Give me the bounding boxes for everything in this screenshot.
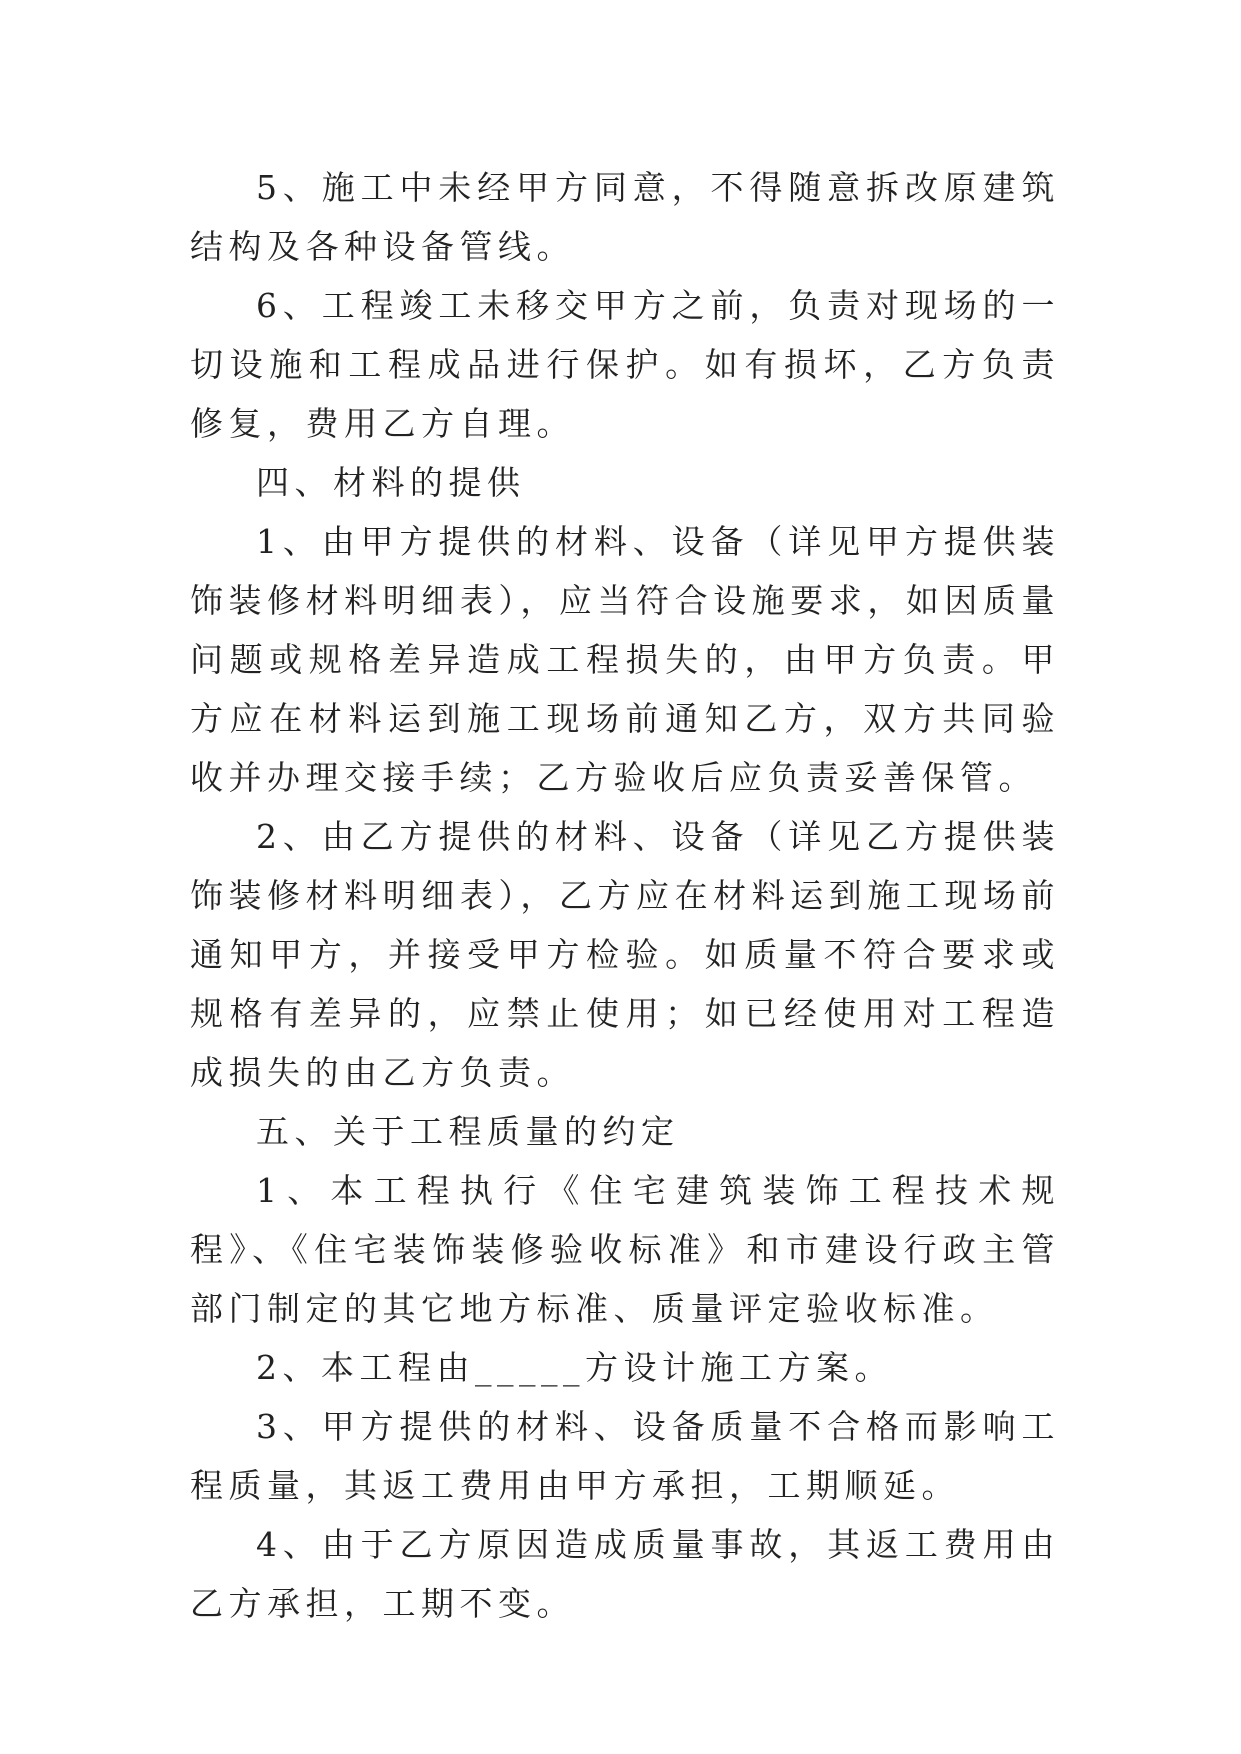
clause-2-party-b-materials: 2、由乙方提供的材料、设备（详见乙方提供装饰装修材料明细表），乙方应在材料运到施工现场前通知甲方，并接受甲方检验。如质量不符合要求或规格有差异的，应禁止使用；如已经使用对工程造成损失的由乙方负责。 [190, 817, 1060, 1092]
clause-4-party-b-accidents: 4、由于乙方原因造成质量事故，其返工费用由乙方承担，工期不变。 [190, 1525, 1060, 1623]
clause-5-structure-changes: 5、施工中未经甲方同意，不得随意拆改原建筑结构及各种设备管线。 [190, 168, 1060, 266]
section-heading-materials: 四、材料的提供 [256, 463, 526, 502]
clause-2-design-plan: 2、本工程由_____方设计施工方案。 [256, 1348, 893, 1387]
clause-1-standards: 1、本工程执行《住宅建筑装饰工程技术规程》、《住宅装饰装修验收标准》和市建设行政主管部门制定的其它地方标准、质量评定验收标准。 [190, 1171, 1060, 1328]
clause-6-site-protection: 6、工程竣工未移交甲方之前，负责对现场的一切设施和工程成品进行保护。如有损坏，乙方负责修复，费用乙方自理。 [190, 286, 1060, 443]
clause-3-party-a-defects: 3、甲方提供的材料、设备质量不合格而影响工程质量，其返工费用由甲方承担，工期顺延。 [190, 1407, 1060, 1505]
clause-1-party-a-materials: 1、由甲方提供的材料、设备（详见甲方提供装饰装修材料明细表），应当符合设施要求，如因质量问题或规格差异造成工程损失的，由甲方负责。甲方应在材料运到施工现场前通知乙方，双方共同验收并办理交接手续；乙方验收后应负责妥善保管。 [190, 522, 1060, 797]
section-heading-quality: 五、关于工程质量的约定 [256, 1112, 680, 1151]
document-body [190, 158, 1060, 1633]
